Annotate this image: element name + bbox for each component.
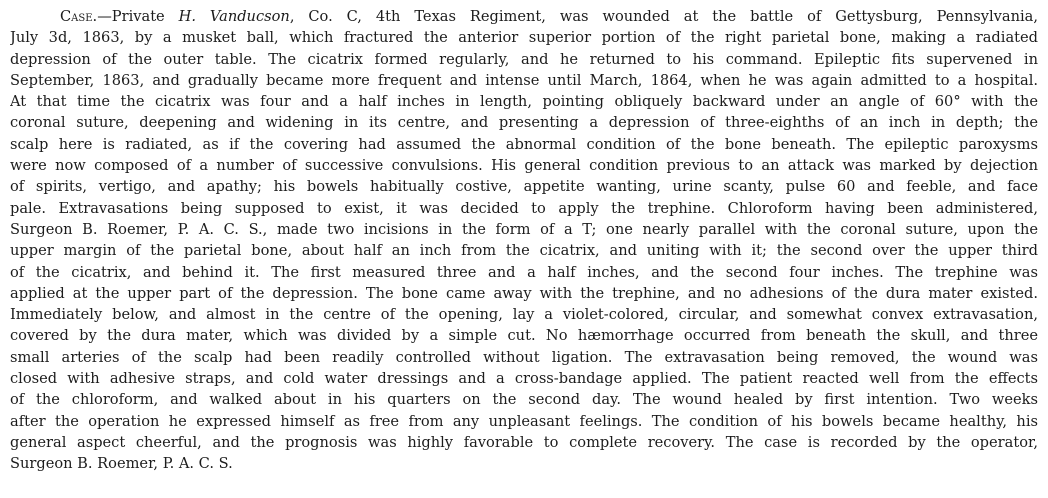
case-paragraph [10, 6, 1038, 475]
text-line-8: were now composed of a number of successive convulsions. His general condition previous to an attack was marked by dejection [10, 157, 1038, 175]
text-line-13: of the cicatrix, and behind it. The first measured three and a half inches, and the second four inches. The trephine was [10, 263, 1038, 281]
text-line-14: applied at the upper part of the depression. The bone came away with the trephine, and no adhesions of the dura mater existed. [10, 284, 1038, 302]
text-line-11: Surgeon B. Roemer, P. A. C. S., made two incisions in the form of a T; one nearly parallel with the coronal suture, upon the [10, 220, 1038, 238]
line-1-rest: , Co. C, 4th Texas Regiment, was wounded at the battle of Gettysburg, Pennsylvania, [289, 8, 1038, 25]
text-line-17: small arteries of the scalp had been readily controlled without ligation. The extravasation being removed, the wound was [10, 348, 1038, 366]
text-line-16: covered by the dura mater, which was divided by a simple cut. No hæmorrhage occurred from beneath the skull, and three [10, 327, 1038, 345]
text-line-4: September, 1863, and gradually became more frequent and intense until March, 1864, when he was again admitted to a hospital. [10, 71, 1038, 89]
text-line-18: closed with adhesive straps, and cold water dressings and a cross-bandage applied. The patient reacted well from the effects [10, 370, 1038, 388]
text-line-21: general aspect cheerful, and the prognosis was highly favorable to complete recovery. The case is recorded by the operator, [10, 433, 1038, 451]
text-line-9: of spirits, vertigo, and apathy; his bowels habitually costive, appetite wanting, urine scanty, pulse 60 and feeble, and face [10, 178, 1038, 196]
text-line-3: depression of the outer table. The cicatrix formed regularly, and he returned to his command. Epileptic fits supervened in [10, 50, 1038, 68]
text-line-19: of the chloroform, and walked about in his quarters on the second day. The wound healed by first intention. Two weeks [10, 391, 1038, 409]
text-line-12: upper margin of the parietal bone, about half an inch from the cicatrix, and uniting with it; the second over the upper third [10, 242, 1038, 260]
text-line-20: after the operation he expressed himself as free from any unpleasant feelings. The condition of his bowels became healthy, his [10, 412, 1038, 430]
patient-name: H. Vanducson [178, 8, 290, 25]
text-line-22: Surgeon B. Roemer, P. A. C. S. [10, 455, 233, 473]
case-dash: —Private [97, 8, 179, 25]
text-line-2: July 3d, 1863, by a musket ball, which fractured the anterior superior portion of the right parietal bone, making a radiated [10, 29, 1038, 47]
text-line-7: scalp here is radiated, as if the covering had assumed the abnormal condition of the bone beneath. The epileptic paroxysms [10, 135, 1038, 153]
text-line-6: coronal suture, deepening and widening in its centre, and presenting a depression of three-eighths of an inch in depth; the [10, 114, 1038, 132]
case-label: Case. [60, 8, 98, 25]
text-line-15: Immediately below, and almost in the centre of the opening, lay a violet-colored, circular, and somewhat convex extravasation, [10, 306, 1038, 324]
text-line-10: pale. Extravasations being supposed to exist, it was decided to apply the trephine. Chloroform having been administered, [10, 199, 1038, 217]
text-line-1 [10, 6, 1038, 27]
text-line-5: At that time the cicatrix was four and a half inches in length, pointing obliquely backward under an angle of 60° with the [10, 93, 1038, 111]
